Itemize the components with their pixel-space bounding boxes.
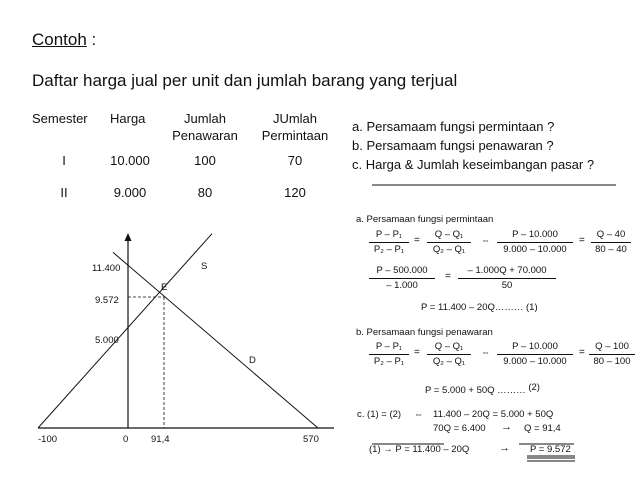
table-cell: 120 (284, 185, 306, 200)
denominator: 50 (501, 280, 513, 291)
header-text: Semester (32, 111, 88, 126)
x-tick-label: 0 (123, 434, 129, 445)
denominator: Q₂ – Q₁ (432, 356, 466, 367)
solution-c-step: 70Q = 6.400 (433, 423, 486, 434)
arrow-right: → (499, 442, 510, 454)
fraction (369, 265, 435, 292)
equals-sign: = (579, 235, 585, 246)
header-text: Harga (110, 111, 146, 126)
solution-c-equation: 11.400 – 20Q = 5.000 + 50Q (433, 409, 554, 420)
supply-result (425, 382, 540, 396)
numerator: Q – Q₁ (427, 229, 471, 243)
table-cell: 100 (194, 153, 216, 168)
x-tick-label: -100 (38, 434, 58, 445)
demand-line (113, 252, 318, 428)
equals-sign: = (414, 235, 420, 246)
numerator: Q – Q₁ (427, 341, 471, 355)
header-text: Jumlah (184, 111, 226, 126)
numerator: P – 10.000 (497, 229, 573, 243)
denominator: P₂ – P₁ (373, 244, 405, 255)
denominator: – 1.000 (386, 280, 418, 291)
fraction (591, 229, 631, 256)
header-text: Penawaran (172, 128, 238, 143)
solution-c-substitution: (1) → P = 11.400 – 20Q (369, 444, 470, 455)
fraction (427, 229, 471, 256)
table-cell: 10.000 (110, 153, 150, 168)
equals-sign: = (579, 347, 585, 358)
price-result: P = 9.572 (530, 444, 571, 455)
supply-label: S (201, 261, 208, 272)
contoh-colon: : (86, 30, 97, 49)
solution-c-left: c. (1) = (2) (357, 409, 402, 420)
y-tick-label: 9.572 (95, 295, 119, 306)
fraction (369, 341, 409, 368)
fraction (589, 341, 635, 368)
denominator: P₂ – P₁ (373, 356, 405, 367)
denominator: 80 – 40 (595, 244, 627, 255)
table-cell: 80 (197, 185, 213, 200)
denominator: 9.000 – 10.000 (503, 244, 567, 255)
header-text: Permintaan (261, 128, 329, 143)
table-cell: I (62, 153, 66, 168)
fraction (497, 341, 573, 368)
question-b: b. Persamaam fungsi penawaran ? (352, 138, 554, 153)
demand-result: P = 11.400 – 20Q……… (1) (421, 302, 538, 313)
y-axis-arrow (125, 233, 132, 241)
numerator: Q – 40 (591, 229, 631, 243)
question-a: a. Persamaam fungsi permintaan ? (352, 119, 555, 134)
denominator: 80 – 100 (593, 356, 631, 367)
equals-sign: = (414, 347, 420, 358)
x-tick-label: 91,4 (151, 434, 170, 445)
supply-result-text: P = 5.000 + 50Q ……… (425, 385, 526, 396)
numerator: P – P₁ (369, 341, 409, 355)
contoh-label: Contoh (32, 30, 87, 49)
denominator: 9.000 – 10.000 (503, 356, 567, 367)
quantity-result: Q = 91,4 (524, 423, 561, 434)
table-cell: II (60, 185, 68, 200)
numerator: P – P₁ (369, 229, 409, 243)
subtitle: Daftar harga jual per unit dan jumlah barang yang terjual (32, 71, 458, 90)
arrow-right: → (501, 421, 512, 433)
header-text: JUmlah (272, 111, 318, 126)
table-cell: 70 (287, 153, 303, 168)
denominator: Q₂ – Q₁ (432, 244, 466, 255)
fraction (458, 265, 556, 292)
demand-label: D (249, 355, 256, 366)
fraction (427, 341, 471, 368)
equivalence-arrow: ⇔ (481, 347, 490, 357)
numerator: – 1.000Q + 70.000 (458, 265, 556, 279)
fraction (497, 229, 573, 256)
solution-a-title: a. Persamaan fungsi permintaan (356, 214, 494, 225)
solution-b-title: b. Persamaan fungsi penawaran (356, 327, 493, 338)
x-tick-label: 570 (303, 434, 319, 445)
equivalence-arrow: ⇔ (414, 409, 423, 419)
equilibrium-label: E (161, 282, 168, 293)
y-tick-label: 11.400 (92, 263, 121, 274)
equals-sign: = (445, 271, 451, 282)
fraction (369, 229, 409, 256)
supply-result-tag: (2) (528, 382, 540, 393)
table-cell: 9.000 (113, 185, 147, 200)
y-tick-label: 5.000 (95, 335, 119, 346)
numerator: Q – 100 (589, 341, 635, 355)
numerator: P – 10.000 (497, 341, 573, 355)
equivalence-arrow: ⇔ (481, 235, 490, 245)
question-c: c. Harga & Jumlah keseimbangan pasar ? (352, 157, 595, 172)
numerator: P – 500.000 (369, 265, 435, 279)
